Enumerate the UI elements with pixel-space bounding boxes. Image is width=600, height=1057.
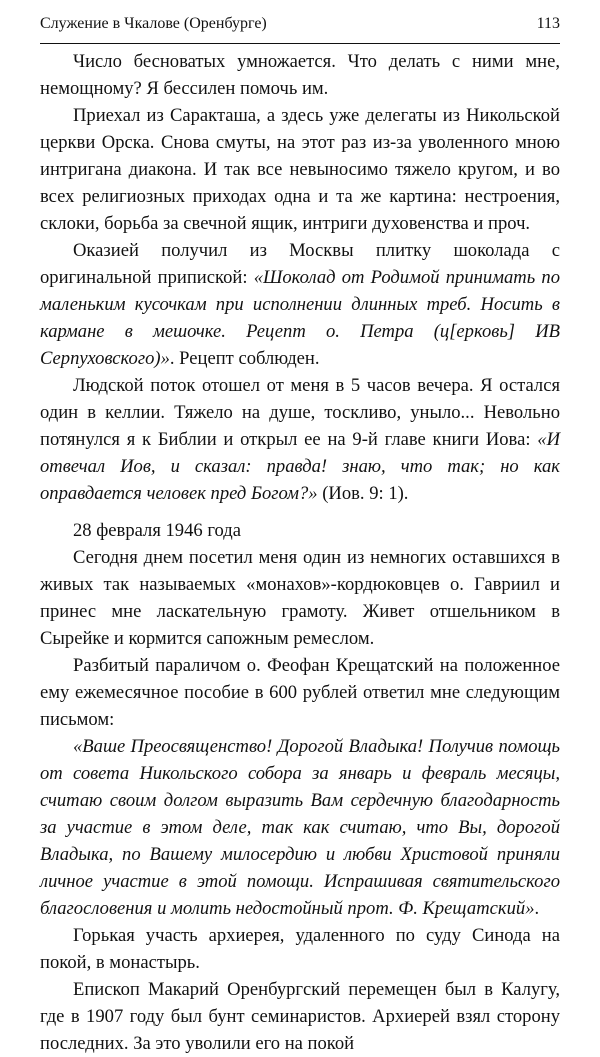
running-header (40, 14, 560, 34)
paragraph (40, 976, 560, 1057)
paragraphs-before-date (40, 48, 560, 507)
paragraph (40, 237, 560, 372)
text-run: . (534, 898, 540, 919)
italic-quote: «Шоколад от Родимой принимать по маленьким кусочкам при исполнении длинных треб. Носить в кармане в мешочке. Рецепт о. Петра (ц[ерковь] ИВ Серпуховского)» (40, 267, 560, 369)
text-run: Епископ Макарий Оренбургский перемещен был в Калугу, где в 1907 году был бунт семинаристов. Архиерей взял сторону последних. За это уволили его на покой (40, 979, 560, 1054)
paragraph (40, 733, 560, 922)
running-title: Служение в Чкалове (Оренбурге) (40, 15, 267, 32)
text-run: . Рецепт соблюден. (169, 348, 320, 369)
page-number: 113 (536, 15, 560, 32)
paragraph (40, 652, 560, 733)
text-run: Число бесноватых умножается. Что делать с ними мне, немощному? Я бессилен помочь им. (40, 51, 560, 99)
paragraph (40, 372, 560, 507)
text-run: Разбитый параличом о. Феофан Крещатский на положенное ему ежемесячное пособие в 600 рублей ответил мне следующим письмом: (40, 655, 560, 730)
text-run: (Иов. 9: 1). (317, 483, 409, 504)
paragraph (40, 922, 560, 976)
paragraph (40, 48, 560, 102)
text-run: Людской поток отошел от меня в 5 часов вечера. Я остался один в келлии. Тяжело на душе, тоскливо, уныло... Невольно потянулся я к Библии и открыл ее на 9-й главе книги Иова: (40, 375, 560, 450)
italic-quote: «Ваше Преосвященство! Дорогой Владыка! Получив помощь от совета Никольского собора за январь и февраль месяцы, считаю своим долгом выразить Вам сердечную благодарность за участие в этом деле, так как считаю, что Вы, дорогой Владыка, по Вашему милосердию и любви Христовой приняли личное участие в этой помощи. Испрашивая святительского благословения и молить недостойный прот. Ф. Крещатский» (40, 736, 560, 919)
paragraph (40, 544, 560, 652)
header-rule (40, 43, 560, 44)
text-run: Оказией получил из Москвы плитку шоколада с оригинальной припиской: (40, 240, 560, 288)
text-run: Сегодня днем посетил меня один из немногих оставшихся в живых так называемых «монахов»-кордюковцев о. Гавриил и принес мне ласкательную грамоту. Живет отшельником в Сырейке и кормится сапожным ремеслом. (40, 547, 560, 649)
page-body (40, 48, 560, 1057)
paragraphs-after-date (40, 544, 560, 1057)
paragraph (40, 102, 560, 237)
text-run: Горькая участь архиерея, удаленного по суду Синода на покой, в монастырь. (40, 925, 560, 973)
text-run: Приехал из Саракташа, а здесь уже делегаты из Никольской церкви Орска. Снова смуты, на этот раз из-за уволенного мною интригана диакона. И так все невыносимо тяжело кругом, и во всех религиозных приходах одна и та же картина: нестроения, склоки, борьба за свечной ящик, интриги духовенства и проч. (40, 105, 560, 234)
italic-quote: «И отвечал Иов, и сказал: правда! знаю, что так; но как оправдается человек пред Богом?» (40, 429, 560, 504)
date-heading: 28 февраля 1946 года (73, 520, 241, 541)
